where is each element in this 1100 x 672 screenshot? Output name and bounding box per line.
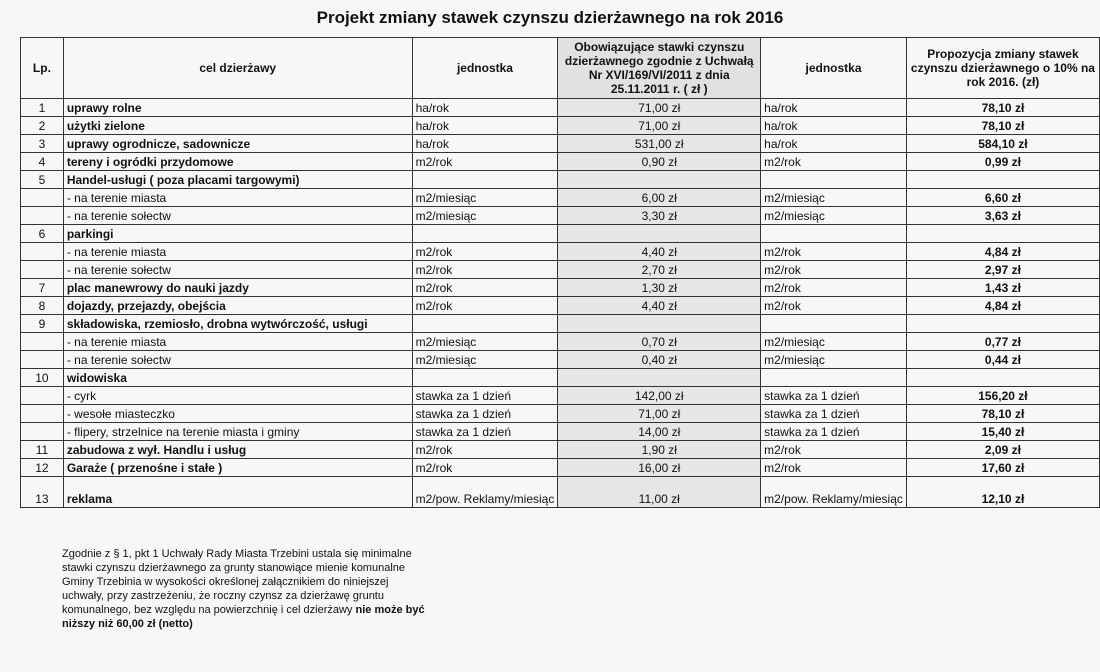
row-current-rate: 16,00 zł xyxy=(558,459,761,477)
row-unit: stawka za 1 dzień xyxy=(412,405,558,423)
row-unit-2: ha/rok xyxy=(761,135,907,153)
row-current-rate: 11,00 zł xyxy=(558,477,761,508)
row-current-rate: 4,40 zł xyxy=(558,297,761,315)
table-row xyxy=(21,135,1100,153)
row-unit-2 xyxy=(761,315,907,333)
row-lp: 12 xyxy=(21,459,64,477)
row-proposal: 78,10 zł xyxy=(906,99,1099,117)
row-name: użytki zielone xyxy=(63,117,412,135)
row-unit: m2/rok xyxy=(412,297,558,315)
row-lp xyxy=(21,261,64,279)
header-cel: cel dzierżawy xyxy=(63,38,412,99)
row-current-rate xyxy=(558,369,761,387)
table-row xyxy=(21,387,1100,405)
row-lp: 11 xyxy=(21,441,64,459)
row-unit: m2/rok xyxy=(412,243,558,261)
row-proposal: 78,10 zł xyxy=(906,405,1099,423)
row-current-rate xyxy=(558,315,761,333)
row-name: - cyrk xyxy=(63,387,412,405)
row-current-rate: 1,30 zł xyxy=(558,279,761,297)
row-proposal: 0,44 zł xyxy=(906,351,1099,369)
row-current-rate: 71,00 zł xyxy=(558,405,761,423)
footnote-text: Zgodnie z § 1, pkt 1 Uchwały Rady Miasta Trzebini ustala się minimalne stawki czynszu dzierżawnego za grunty stanowiące mienie komunalne Gminy Trzebinia w wysokości określonej załącznikiem do niniejszej uchwały, przy zastrzeżeniu, że roczny czynsz za dzierżawę gruntu komunalnego, bez względu na powierzchnię i cel dzierżawy xyxy=(62,548,412,616)
row-current-rate: 4,40 zł xyxy=(558,243,761,261)
row-name: - na terenie miasta xyxy=(63,189,412,207)
row-unit-2: m2/rok xyxy=(761,261,907,279)
row-proposal: 584,10 zł xyxy=(906,135,1099,153)
row-unit-2: m2/miesiąc xyxy=(761,189,907,207)
table-row xyxy=(21,279,1100,297)
row-unit: stawka za 1 dzień xyxy=(412,387,558,405)
table-row xyxy=(21,477,1100,508)
rates-table xyxy=(20,37,1100,508)
table-row xyxy=(21,225,1100,243)
row-unit-2 xyxy=(761,171,907,189)
table-row xyxy=(21,423,1100,441)
row-proposal: 12,10 zł xyxy=(906,477,1099,508)
row-name: uprawy rolne xyxy=(63,99,412,117)
row-lp xyxy=(21,387,64,405)
table-row xyxy=(21,315,1100,333)
row-lp xyxy=(21,405,64,423)
row-unit: m2/rok xyxy=(412,279,558,297)
row-unit: m2/miesiąc xyxy=(412,351,558,369)
row-proposal: 17,60 zł xyxy=(906,459,1099,477)
row-proposal: 2,97 zł xyxy=(906,261,1099,279)
footnote xyxy=(62,547,432,631)
table-row xyxy=(21,117,1100,135)
row-unit-2: m2/rok xyxy=(761,279,907,297)
header-lp: Lp. xyxy=(21,38,64,99)
header-proposal: Propozycja zmiany stawek czynszu dzierżawnego o 10% na rok 2016. (zł) xyxy=(906,38,1099,99)
row-lp xyxy=(21,207,64,225)
row-unit: m2/pow. Reklamy/miesiąc xyxy=(412,477,558,508)
row-lp: 13 xyxy=(21,477,64,508)
row-unit: stawka za 1 dzień xyxy=(412,423,558,441)
row-lp: 9 xyxy=(21,315,64,333)
row-proposal xyxy=(906,171,1099,189)
row-current-rate: 71,00 zł xyxy=(558,99,761,117)
row-unit-2: m2/pow. Reklamy/miesiąc xyxy=(761,477,907,508)
row-unit-2: m2/miesiąc xyxy=(761,207,907,225)
page-title: Projekt zmiany stawek czynszu dzierżawnego na rok 2016 xyxy=(316,8,784,27)
row-unit: m2/rok xyxy=(412,153,558,171)
row-unit xyxy=(412,171,558,189)
table-row xyxy=(21,441,1100,459)
row-lp: 6 xyxy=(21,225,64,243)
row-proposal: 4,84 zł xyxy=(906,243,1099,261)
table-row xyxy=(21,369,1100,387)
row-current-rate: 0,40 zł xyxy=(558,351,761,369)
row-lp: 1 xyxy=(21,99,64,117)
row-unit: m2/miesiąc xyxy=(412,333,558,351)
row-name: - na terenie miasta xyxy=(63,243,412,261)
row-lp: 10 xyxy=(21,369,64,387)
table-row xyxy=(21,405,1100,423)
row-proposal: 156,20 zł xyxy=(906,387,1099,405)
row-unit-2: m2/miesiąc xyxy=(761,333,907,351)
row-unit xyxy=(412,369,558,387)
row-lp: 8 xyxy=(21,297,64,315)
row-unit-2: m2/rok xyxy=(761,153,907,171)
row-unit-2: ha/rok xyxy=(761,117,907,135)
row-name: - wesołe miasteczko xyxy=(63,405,412,423)
row-current-rate: 71,00 zł xyxy=(558,117,761,135)
footnote-bold: nie może być niższy niż 60,00 zł (netto) xyxy=(62,604,425,630)
table-row xyxy=(21,351,1100,369)
row-proposal: 0,77 zł xyxy=(906,333,1099,351)
row-proposal xyxy=(906,315,1099,333)
row-name: tereny i ogródki przydomowe xyxy=(63,153,412,171)
row-unit: ha/rok xyxy=(412,135,558,153)
row-name: reklama xyxy=(63,477,412,508)
row-name: dojazdy, przejazdy, obejścia xyxy=(63,297,412,315)
row-lp: 4 xyxy=(21,153,64,171)
row-proposal: 0,99 zł xyxy=(906,153,1099,171)
row-unit-2: m2/miesiąc xyxy=(761,351,907,369)
table-row xyxy=(21,333,1100,351)
row-lp: 3 xyxy=(21,135,64,153)
row-lp xyxy=(21,243,64,261)
row-lp xyxy=(21,351,64,369)
row-current-rate: 3,30 zł xyxy=(558,207,761,225)
table-row xyxy=(21,459,1100,477)
row-name: uprawy ogrodnicze, sadownicze xyxy=(63,135,412,153)
row-proposal: 15,40 zł xyxy=(906,423,1099,441)
row-current-rate xyxy=(558,171,761,189)
row-unit-2: m2/rok xyxy=(761,297,907,315)
row-unit: ha/rok xyxy=(412,99,558,117)
row-name: widowiska xyxy=(63,369,412,387)
header-current-rates: Obowiązujące stawki czynszu dzierżawnego zgodnie z Uchwałą Nr XVI/169/VI/2011 z dnia 25.11.2011 r. ( zł ) xyxy=(558,38,761,99)
row-unit-2: m2/rok xyxy=(761,459,907,477)
row-name: - na terenie sołectw xyxy=(63,207,412,225)
row-current-rate: 142,00 zł xyxy=(558,387,761,405)
table-row xyxy=(21,243,1100,261)
table-body xyxy=(21,99,1100,508)
row-lp: 5 xyxy=(21,171,64,189)
row-unit: m2/rok xyxy=(412,261,558,279)
row-unit-2 xyxy=(761,225,907,243)
row-current-rate: 531,00 zł xyxy=(558,135,761,153)
row-name: zabudowa z wył. Handlu i usług xyxy=(63,441,412,459)
row-name: - na terenie sołectw xyxy=(63,351,412,369)
row-current-rate: 0,70 zł xyxy=(558,333,761,351)
table-row xyxy=(21,171,1100,189)
table-row xyxy=(21,261,1100,279)
row-unit-2: ha/rok xyxy=(761,99,907,117)
row-unit-2: m2/rok xyxy=(761,441,907,459)
row-proposal: 78,10 zł xyxy=(906,117,1099,135)
row-name: - na terenie sołectw xyxy=(63,261,412,279)
row-unit-2: stawka za 1 dzień xyxy=(761,405,907,423)
row-name: parkingi xyxy=(63,225,412,243)
header-row xyxy=(21,38,1100,99)
row-proposal: 1,43 zł xyxy=(906,279,1099,297)
row-name: Handel-usługi ( poza placami targowymi) xyxy=(63,171,412,189)
row-current-rate: 2,70 zł xyxy=(558,261,761,279)
row-lp: 2 xyxy=(21,117,64,135)
row-unit-2: stawka za 1 dzień xyxy=(761,387,907,405)
row-proposal: 2,09 zł xyxy=(906,441,1099,459)
row-proposal: 4,84 zł xyxy=(906,297,1099,315)
row-current-rate: 1,90 zł xyxy=(558,441,761,459)
header-unit-2: jednostka xyxy=(761,38,907,99)
row-name: składowiska, rzemiosło, drobna wytwórczość, usługi xyxy=(63,315,412,333)
row-unit: m2/miesiąc xyxy=(412,189,558,207)
table-row xyxy=(21,153,1100,171)
table-row xyxy=(21,189,1100,207)
row-current-rate xyxy=(558,225,761,243)
row-name: - flipery, strzelnice na terenie miasta i gminy xyxy=(63,423,412,441)
row-name: Garaże ( przenośne i stałe ) xyxy=(63,459,412,477)
row-proposal xyxy=(906,369,1099,387)
row-unit xyxy=(412,315,558,333)
row-proposal: 6,60 zł xyxy=(906,189,1099,207)
row-unit-2 xyxy=(761,369,907,387)
row-proposal: 3,63 zł xyxy=(906,207,1099,225)
row-unit-2: stawka za 1 dzień xyxy=(761,423,907,441)
row-unit-2: m2/rok xyxy=(761,243,907,261)
row-current-rate: 0,90 zł xyxy=(558,153,761,171)
row-current-rate: 6,00 zł xyxy=(558,189,761,207)
row-name: - na terenie miasta xyxy=(63,333,412,351)
header-unit: jednostka xyxy=(412,38,558,99)
table-row xyxy=(21,297,1100,315)
row-unit: ha/rok xyxy=(412,117,558,135)
row-unit: m2/miesiąc xyxy=(412,207,558,225)
row-lp: 7 xyxy=(21,279,64,297)
row-lp xyxy=(21,189,64,207)
table-row xyxy=(21,99,1100,117)
row-unit: m2/rok xyxy=(412,459,558,477)
table-row xyxy=(21,207,1100,225)
row-name: plac manewrowy do nauki jazdy xyxy=(63,279,412,297)
row-proposal xyxy=(906,225,1099,243)
row-lp xyxy=(21,423,64,441)
row-unit xyxy=(412,225,558,243)
row-unit: m2/rok xyxy=(412,441,558,459)
row-current-rate: 14,00 zł xyxy=(558,423,761,441)
row-lp xyxy=(21,333,64,351)
